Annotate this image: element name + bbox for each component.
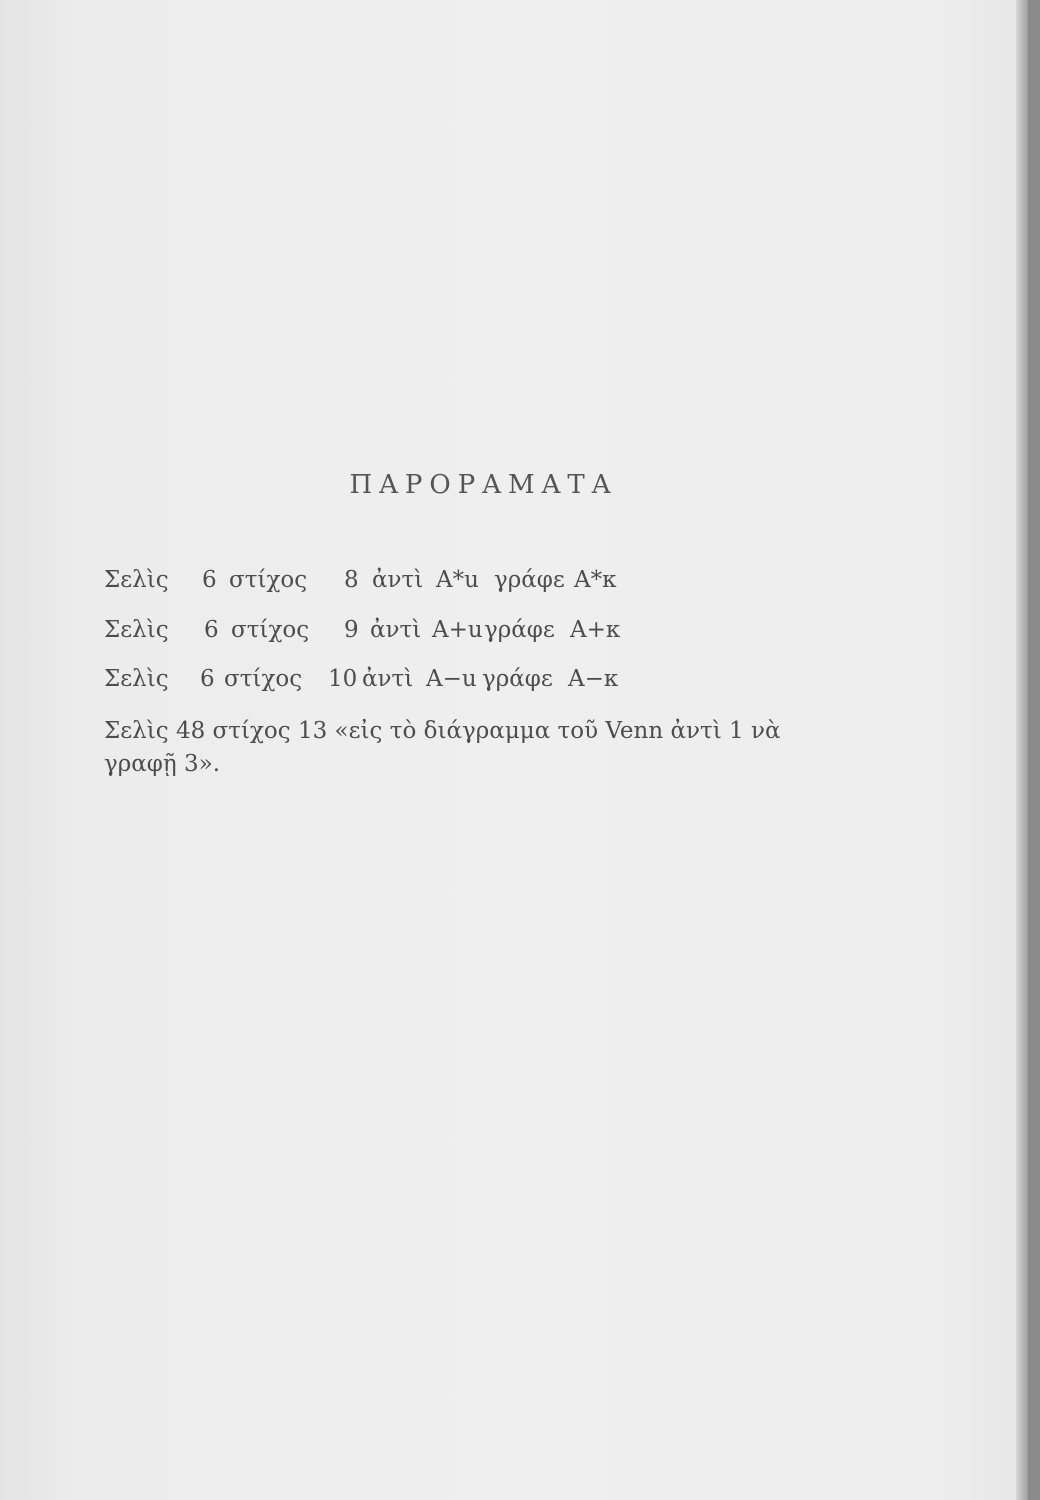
erratum-line-label: στίχος: [224, 666, 303, 692]
erratum-wrong: A+u: [432, 617, 483, 643]
erratum-wrong: A−u: [426, 666, 477, 692]
erratum-line-label: στίχος: [231, 617, 310, 643]
erratum-page-label: Σελὶς: [104, 666, 169, 692]
erratum-page-label: Σελὶς: [104, 617, 169, 643]
erratum-page-label: Σελὶς: [104, 567, 169, 593]
erratum-page-number: 6: [200, 666, 215, 692]
page-title: ΠΑΡΟΡΑΜΑΤΑ: [349, 470, 618, 500]
erratum-instead-label: ἀντὶ: [372, 567, 424, 593]
erratum-line-number: 9: [344, 617, 359, 643]
erratum-write-label: γράφε: [494, 567, 565, 593]
erratum-correct: A+κ: [570, 617, 621, 643]
erratum-line-number: 8: [344, 567, 359, 593]
erratum-long-line-1: Σελὶς 48 στίχος 13 «εἰς τὸ διάγραμμα τοῦ Venn ἀντὶ 1 νὰ: [104, 718, 781, 744]
erratum-correct: A−κ: [568, 666, 619, 692]
erratum-correct: A*κ: [574, 567, 617, 593]
erratum-write-label: γράφε: [482, 666, 553, 692]
erratum-page-number: 6: [202, 567, 217, 593]
erratum-write-label: γράφε: [484, 617, 555, 643]
erratum-instead-label: ἀντὶ: [370, 617, 422, 643]
erratum-wrong: A*u: [436, 567, 479, 593]
erratum-line-number: 10: [328, 666, 358, 692]
erratum-line-label: στίχος: [229, 567, 308, 593]
erratum-page-number: 6: [204, 617, 219, 643]
erratum-instead-label: ἀντὶ: [362, 666, 414, 692]
page-edge: [1016, 0, 1028, 1500]
erratum-long-line-2: γραφῇ 3».: [104, 751, 221, 777]
erratum-row-4: [104, 715, 894, 781]
